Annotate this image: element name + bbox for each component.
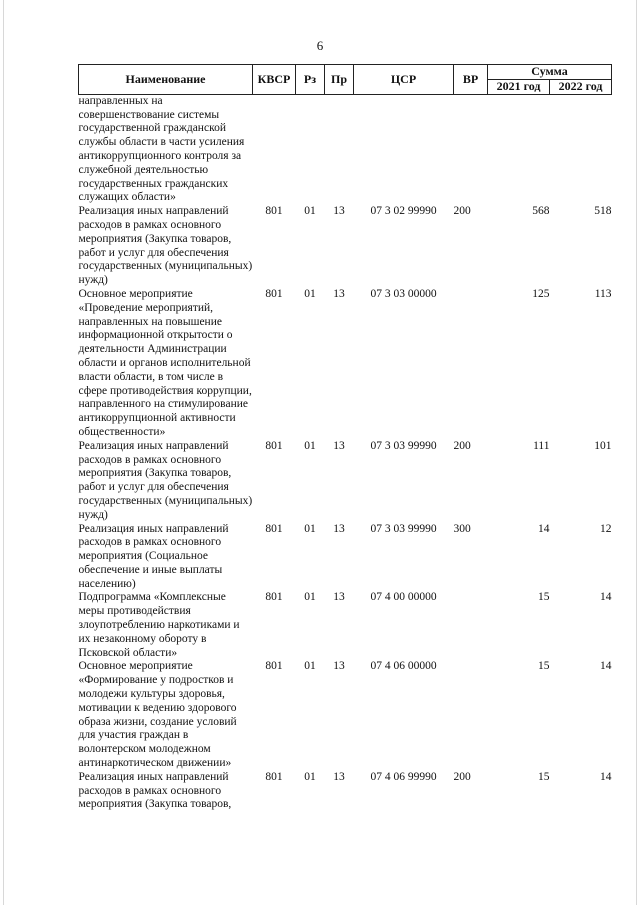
- row-sum-2021: 125: [532, 287, 550, 300]
- col-header-pr: Пр: [325, 65, 354, 95]
- row-name: направленных на совершенствование системы государственной гражданской службы области в части усиления антикоррупционного контроля за служебной деятельностью государственных гражданских служащих области»: [78, 94, 245, 204]
- row-rz: 01: [304, 770, 316, 783]
- row-pr: 13: [333, 591, 345, 604]
- row-kvsr: 801: [265, 591, 283, 604]
- row-vr: 200: [453, 770, 471, 783]
- row-kvsr: 801: [265, 522, 283, 535]
- row-sum-2022: [550, 94, 612, 205]
- row-kvsr: 801: [265, 770, 283, 783]
- table-row: [79, 205, 612, 288]
- col-header-year-2021: 2021 год: [488, 80, 550, 95]
- budget-table: [78, 64, 612, 812]
- row-vr: 200: [453, 439, 471, 452]
- row-sum-2021: 15: [538, 591, 550, 604]
- table-row: [79, 288, 612, 440]
- row-rz: 01: [304, 205, 316, 218]
- row-pr: [325, 94, 354, 205]
- row-rz: 01: [304, 287, 316, 300]
- table-row: [79, 523, 612, 592]
- row-vr: 200: [453, 205, 471, 218]
- table-row: [79, 440, 612, 523]
- row-sum-2021: 15: [538, 660, 550, 673]
- col-header-kvsr: КВСР: [253, 65, 296, 95]
- col-header-csr: ЦСР: [354, 65, 454, 95]
- row-rz: 01: [304, 439, 316, 452]
- table-row: [79, 771, 612, 812]
- row-csr: 07 4 06 99990: [370, 770, 437, 783]
- table-row: [79, 660, 612, 770]
- row-csr: 07 3 03 00000: [370, 287, 437, 300]
- row-sum-2022: 14: [600, 770, 612, 783]
- row-sum-2022: 518: [594, 205, 612, 218]
- row-csr: 07 3 03 99990: [370, 522, 437, 535]
- scan-edge-right: [636, 0, 637, 905]
- row-sum-2021: 111: [533, 439, 550, 452]
- row-pr: 13: [333, 522, 345, 535]
- row-pr: 13: [333, 287, 345, 300]
- row-vr: [454, 660, 488, 770]
- row-rz: 01: [304, 522, 316, 535]
- col-header-rz: Рз: [296, 65, 325, 95]
- row-sum-2021: 14: [538, 522, 550, 535]
- row-rz: [296, 94, 325, 205]
- row-csr: 07 3 02 99990: [370, 205, 437, 218]
- row-name: Основное мероприятие «Проведение мероприятий, направленных на повышение информационной открытости о деятельности Администрации области и органов исполнительной власти области, в том числе в сфере противодействия коррупции, направленного на стимулирование антикоррупционной активности общественности»: [78, 287, 252, 438]
- row-kvsr: [253, 94, 296, 205]
- row-kvsr: 801: [265, 660, 283, 673]
- table-header: [79, 65, 612, 95]
- row-csr: 07 4 00 00000: [370, 591, 437, 604]
- scan-edge-left: [3, 0, 4, 905]
- row-vr: [454, 288, 488, 440]
- row-pr: 13: [333, 770, 345, 783]
- row-vr: [454, 591, 488, 660]
- col-header-vr: ВР: [454, 65, 488, 95]
- row-name: Реализация иных направлений расходов в рамках основного мероприятия (Закупка товаров, работ и услуг для обеспечения государственных (муниципальных) нужд): [78, 205, 253, 287]
- row-csr: 07 4 06 00000: [370, 660, 437, 673]
- row-kvsr: 801: [265, 439, 283, 452]
- table-row: [79, 94, 612, 205]
- table-body: [79, 94, 612, 812]
- row-pr: 13: [333, 660, 345, 673]
- row-name: Реализация иных направлений расходов в рамках основного мероприятия (Закупка товаров,: [78, 770, 232, 811]
- row-csr: 07 3 03 99990: [370, 439, 437, 452]
- row-rz: 01: [304, 591, 316, 604]
- row-pr: 13: [333, 205, 345, 218]
- row-sum-2022: 113: [594, 287, 612, 300]
- row-name: Основное мероприятие «Формирование у подростков и молодежи культуры здоровья, мотивации к ведению здорового образа жизни, создание условий для участия граждан в волонтерском молодежном антинаркотическом движении»: [78, 660, 237, 770]
- row-rz: 01: [304, 660, 316, 673]
- row-sum-2021: 568: [532, 205, 550, 218]
- col-header-year-2022: 2022 год: [550, 80, 612, 95]
- row-name: Реализация иных направлений расходов в рамках основного мероприятия (Закупка товаров, работ и услуг для обеспечения государственных (муниципальных) нужд): [78, 439, 253, 521]
- row-vr: [454, 94, 488, 205]
- page-number: 6: [316, 38, 324, 53]
- row-kvsr: 801: [265, 205, 283, 218]
- row-vr: 300: [453, 522, 471, 535]
- row-sum-2021: [488, 94, 550, 205]
- row-sum-2022: 14: [600, 591, 612, 604]
- row-sum-2022: 14: [600, 660, 612, 673]
- table-row: [79, 591, 612, 660]
- row-kvsr: 801: [265, 287, 283, 300]
- col-header-sum: Сумма: [488, 65, 612, 80]
- row-name: Реализация иных направлений расходов в рамках основного мероприятия (Социальное обеспечение и иные выплаты населению): [78, 522, 229, 590]
- row-sum-2021: 15: [538, 770, 550, 783]
- row-pr: 13: [333, 439, 345, 452]
- row-sum-2022: 101: [594, 439, 612, 452]
- row-sum-2022: 12: [600, 522, 612, 535]
- col-header-name: Наименование: [79, 65, 253, 95]
- row-name: Подпрограмма «Комплексные меры противодействия злоупотреблению наркотиками и их незаконному обороту в Псковской области»: [78, 591, 240, 659]
- row-csr: [354, 94, 454, 205]
